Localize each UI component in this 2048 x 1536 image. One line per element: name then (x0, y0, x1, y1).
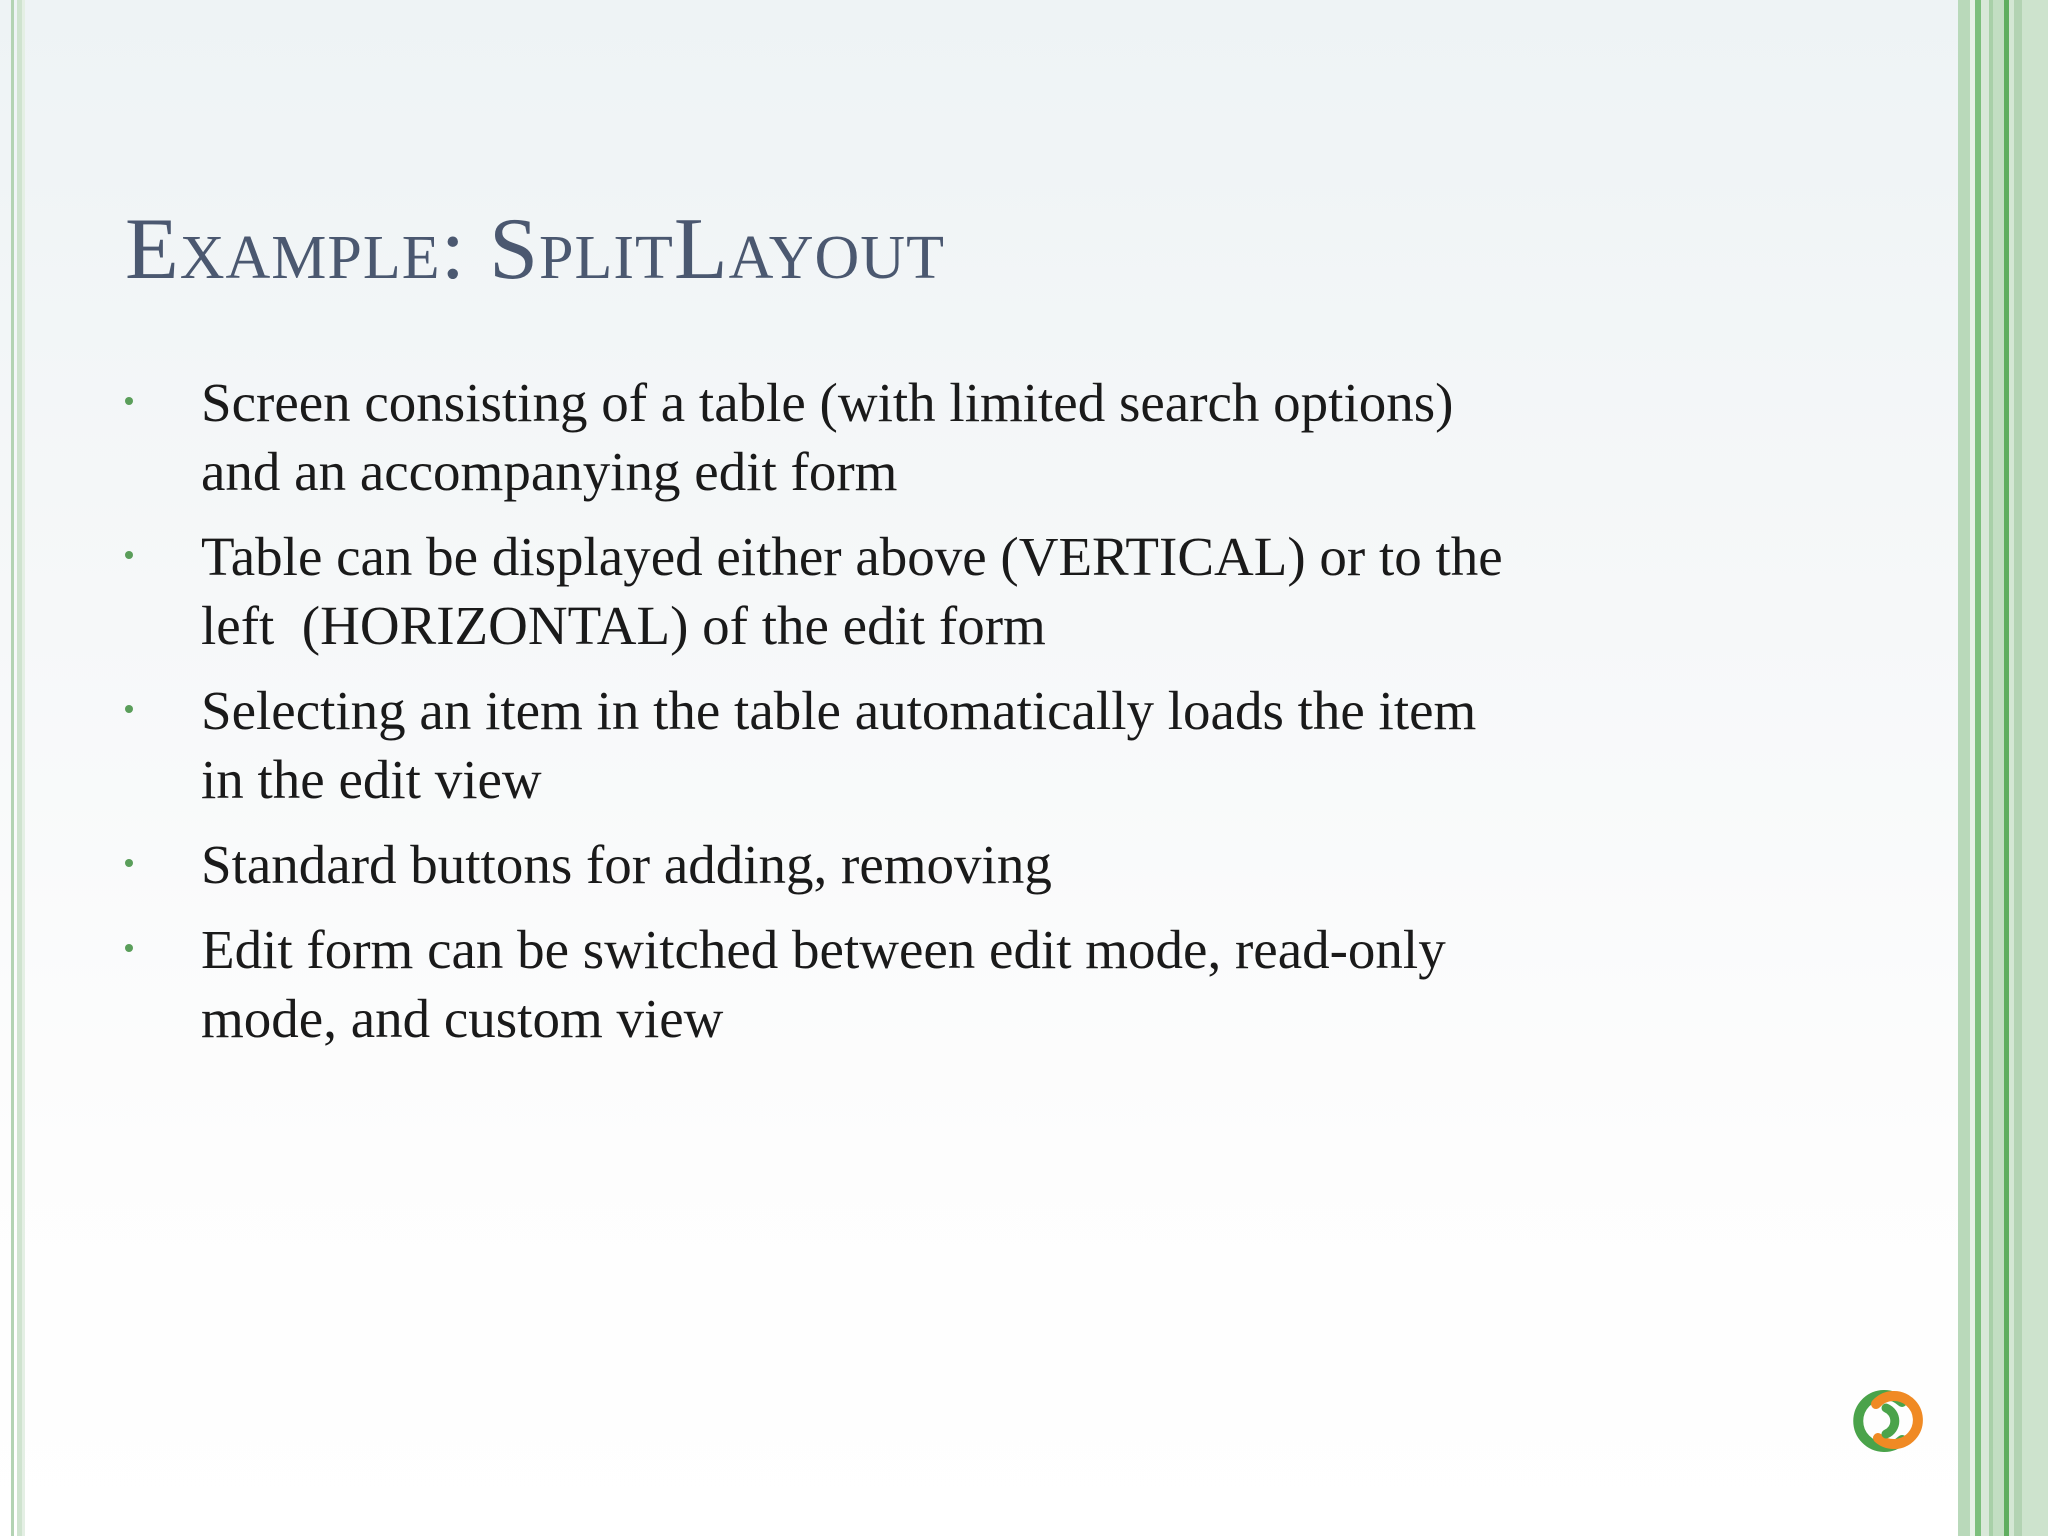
bullet-text: Standard buttons for adding, removing (201, 834, 1052, 895)
bullet-item (118, 676, 1878, 814)
bullet-dot-icon (125, 551, 133, 559)
bullet-text: Table can be displayed either above (VERTICAL) or to the left (HORIZONTAL) of the edit form (201, 526, 1503, 656)
left-border-stripe (22, 0, 25, 1536)
bullet-item (118, 522, 1878, 660)
bullet-item (118, 915, 1878, 1053)
logo-green-overlap (1886, 1408, 1895, 1434)
right-border-stripe (2022, 0, 2048, 1536)
bullet-item (118, 368, 1878, 506)
slide-title: Example: SplitLayout (125, 201, 945, 298)
right-border-stripe (1981, 0, 1989, 1536)
right-border-stripe (2014, 0, 2022, 1536)
interlocking-rings-logo-icon (1842, 1388, 1934, 1454)
left-border-stripe (11, 0, 14, 1536)
bullet-item (118, 830, 1878, 899)
bullet-dot-icon (125, 397, 133, 405)
bullet-text: Selecting an item in the table automatically loads the item in the edit view (201, 680, 1477, 810)
bullet-list (118, 368, 1878, 1069)
bullet-text: Edit form can be switched between edit mode, read-only mode, and custom view (201, 919, 1446, 1049)
bullet-dot-icon (125, 705, 133, 713)
right-border-stripe (1993, 0, 2004, 1536)
bullet-dot-icon (125, 859, 133, 867)
bullet-dot-icon (125, 944, 133, 952)
right-border-stripe (1958, 0, 1970, 1536)
bullet-text: Screen consisting of a table (with limited search options) and an accompanying edit form (201, 372, 1454, 502)
